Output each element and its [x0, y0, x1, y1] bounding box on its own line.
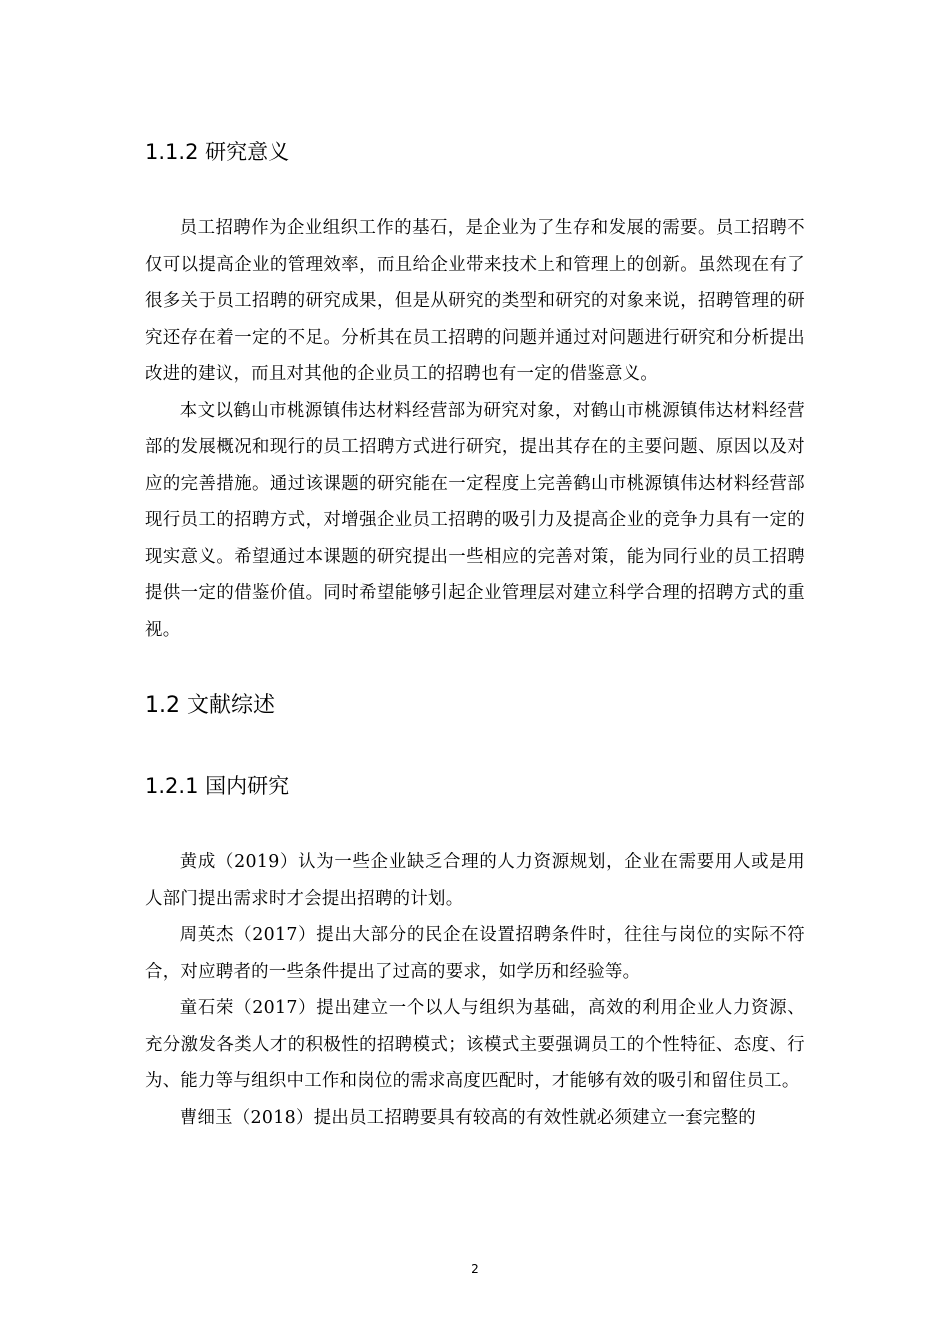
page-number: 2 — [471, 1262, 479, 1276]
paragraph-review-cao: 曹细玉（2018）提出员工招聘要具有较高的有效性就必须建立一套完整的 — [179, 1107, 756, 1128]
section-heading-1-2: 1.2 文献综述 — [145, 693, 275, 718]
section-heading-1-1-2: 1.1.2 研究意义 — [145, 140, 290, 164]
paragraph-significance-2: 本文以鹤山市桃源镇伟达材料经营部为研究对象，对鹤山市桃源镇伟达材料经营部的发展概况和现行的员工招聘方式进行研究，提出其存在的主要问题、原因以及对应的完善措施。通过该课题的研究能在一定程度上完善鹤山市桃源镇伟达材料经营部现行员工的招聘方式，对增强企业员工招聘的吸引力及提高企业的竞争力具有一定的现实意义。希望通过本课题的研究提出一些相应的完善对策，能为同行业的员工招聘提供一定的借鉴价值。同时希望能够引起企业管理层对建立科学合理的招聘方式的重视。 — [145, 400, 805, 640]
paragraph-significance-1: 员工招聘作为企业组织工作的基石，是企业为了生存和发展的需要。员工招聘不仅可以提高企业的管理效率，而且给企业带来技术上和管理上的创新。虽然现在有了很多关于员工招聘的研究成果，但是从研究的类型和研究的对象来说，招聘管理的研究还存在着一定的不足。分析其在员工招聘的问题并通过对问题进行研究和分析提出改进的建议，而且对其他的企业员工的招聘也有一定的借鉴意义。 — [145, 218, 805, 384]
paragraph-review-zhou: 周英杰（2017）提出大部分的民企在设置招聘条件时，往往与岗位的实际不符合，对应聘者的一些条件提出了过高的要求，如学历和经验等。 — [145, 925, 805, 982]
paragraph-review-huang: 黄成（2019）认为一些企业缺乏合理的人力资源规划，企业在需要用人或是用人部门提出需求时才会提出招聘的计划。 — [145, 852, 805, 909]
section-heading-1-2-1: 1.2.1 国内研究 — [145, 774, 290, 798]
paragraph-review-tong: 童石荣（2017）提出建立一个以人与组织为基础，高效的利用企业人力资源、充分激发各类人才的积极性的招聘模式；该模式主要强调员工的个性特征、态度、行为、能力等与组织中工作和岗位的需求高度匹配时，才能够有效的吸引和留住员工。 — [145, 998, 805, 1091]
page-content — [145, 132, 805, 1136]
